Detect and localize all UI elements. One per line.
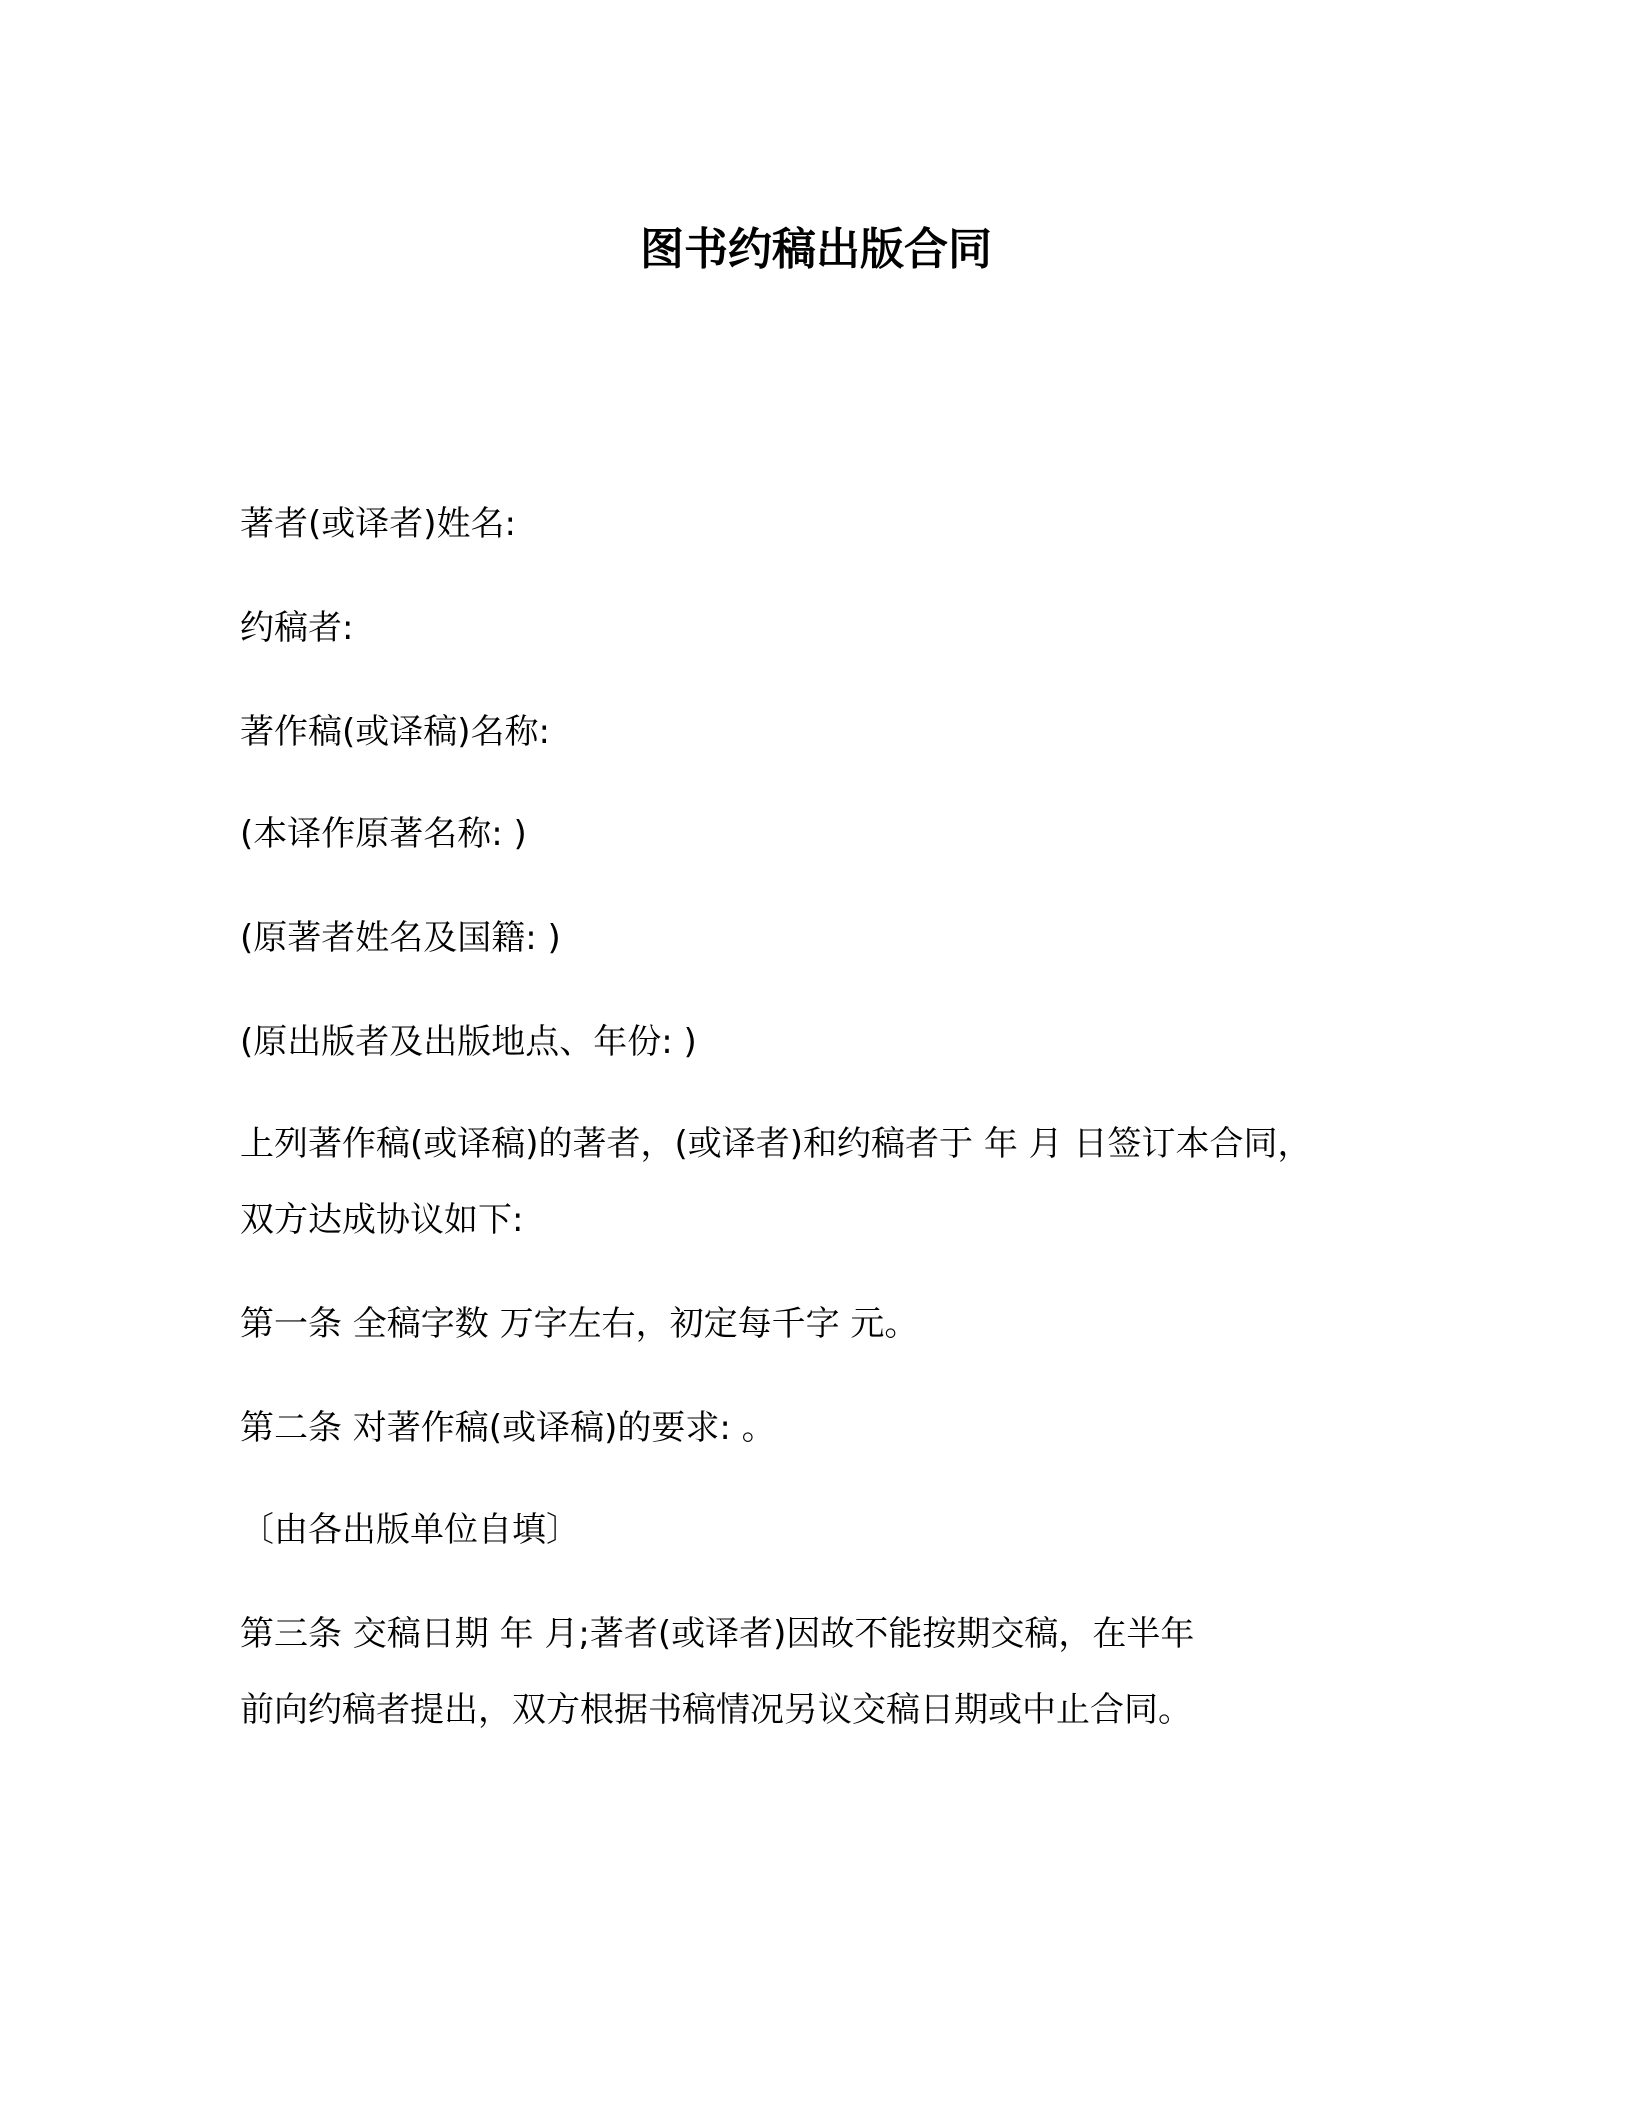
article-1: 第一条 全稿字数 万字左右，初定每千字 元。: [240, 1304, 919, 1344]
preamble-line-2: 双方达成协议如下:: [240, 1200, 524, 1240]
original-title-line: (本译作原著名称: ): [240, 814, 527, 854]
document-title: 图书约稿出版合同: [640, 224, 992, 275]
article-2: 第二条 对著作稿(或译稿)的要求: 。: [240, 1408, 776, 1448]
original-author-line: (原著者姓名及国籍: ): [240, 918, 561, 958]
commissioner-line: 约稿者:: [240, 608, 354, 648]
article-3-line-1: 第三条 交稿日期 年 月;著者(或译者)因故不能按期交稿，在半年: [240, 1614, 1195, 1654]
manuscript-name-line: 著作稿(或译稿)名称:: [240, 712, 550, 752]
author-name-line: 著者(或译者)姓名:: [240, 504, 516, 544]
article-2-note: 〔由各出版单位自填〕: [240, 1510, 580, 1550]
original-publisher-line: (原出版者及出版地点、年份: ): [240, 1022, 697, 1062]
article-3-line-2: 前向约稿者提出，双方根据书稿情况另议交稿日期或中止合同。: [240, 1690, 1192, 1730]
preamble-line-1: 上列著作稿(或译稿)的著者，(或译者)和约稿者于 年 月 日签订本合同，: [240, 1124, 1312, 1164]
